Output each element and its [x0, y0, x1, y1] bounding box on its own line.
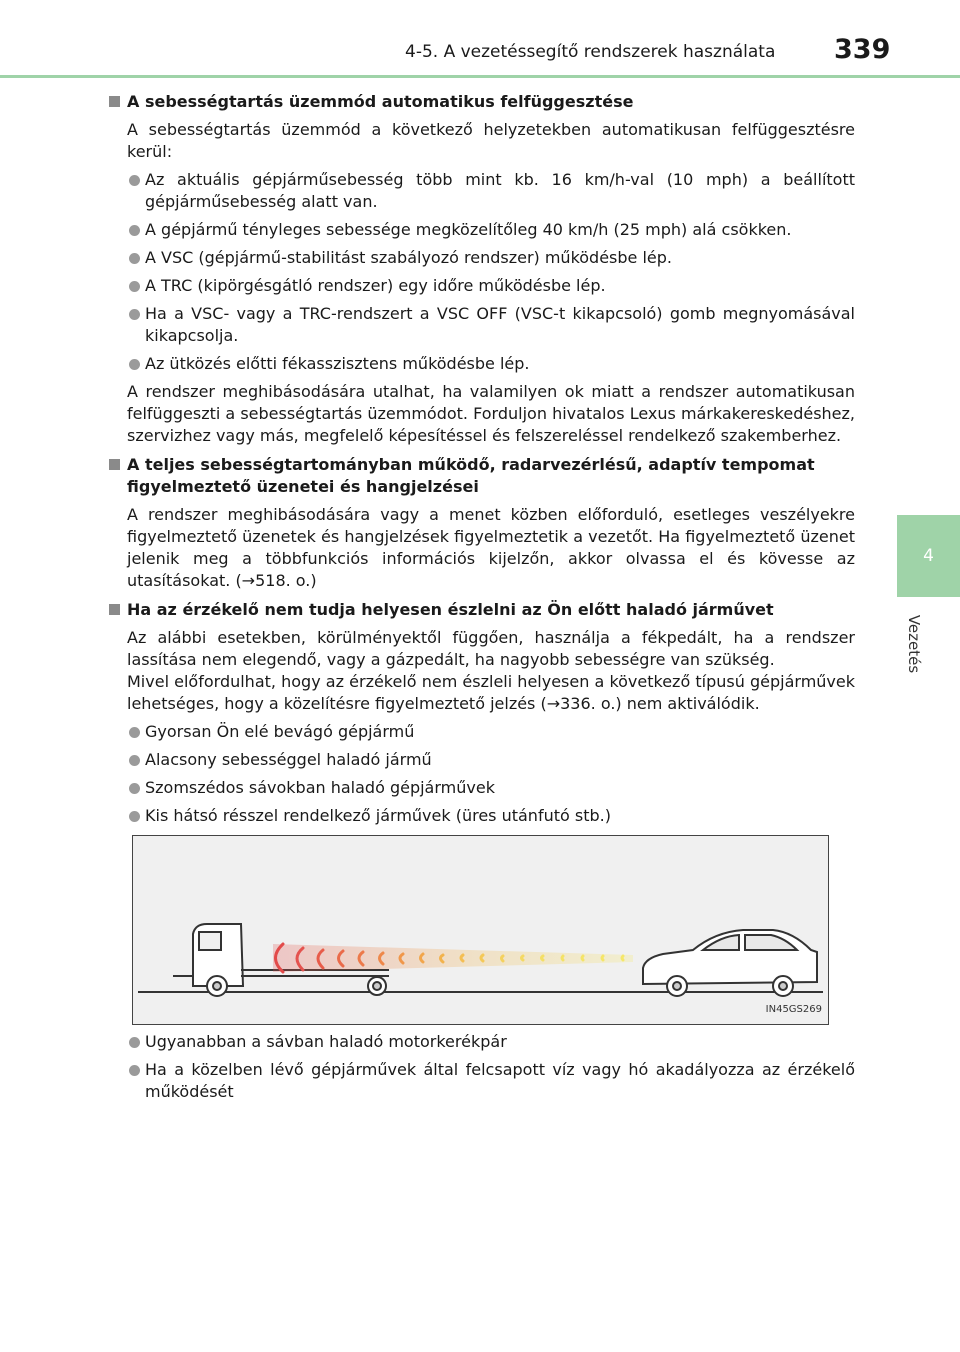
page-content: [107, 91, 855, 1103]
section-heading: A teljes sebességtartományban működő, radarvezérlésű, adaptív tempomat figyelmeztető üzenetei és hangjelzései: [107, 454, 855, 498]
paragraph: A sebességtartás üzemmód a következő helyzetekben automatikusan felfüggesztésre kerül:: [127, 120, 855, 161]
paragraph: Az alábbi esetekben, körülményektől függően, használja a fékpedált, ha a rendszer lassítása nem elegendő, vagy a gázpedált, ha nagyobb sebességre van szükség. Mivel előfordulhat, hogy az érzékelő nem észleli helyesen a következő típusú gépjárművek lehetséges, hogy a közelítésre figyelmeztető jelzés (→336. o.) nem aktiválódik.: [127, 628, 855, 713]
square-bullet-icon: [109, 459, 120, 470]
section-heading: Ha az érzékelő nem tudja helyesen észlelni az Ön előtt haladó járművet: [107, 599, 855, 621]
list-item: Kis hátsó résszel rendelkező járművek (üres utánfutó stb.): [127, 805, 855, 827]
list-item: A gépjármű tényleges sebessége megközelítőleg 40 km/h (25 mph) alá csökken.: [127, 219, 855, 241]
radar-illustration: [132, 835, 829, 1025]
section-heading: A sebességtartás üzemmód automatikus felfüggesztése: [107, 91, 855, 113]
figure-code: IN45GS269: [765, 1004, 822, 1015]
bullet-icon: [129, 281, 140, 292]
radar-illustration-svg: [133, 836, 828, 1024]
square-bullet-icon: [109, 96, 120, 107]
bullet-icon: [129, 225, 140, 236]
list-item: Az ütközés előtti fékasszisztens működésbe lép.: [127, 353, 855, 375]
page-number: 339: [834, 34, 891, 65]
bullet-icon: [129, 253, 140, 264]
bullet-icon: [129, 1065, 140, 1076]
square-bullet-icon: [109, 604, 120, 615]
list-item: Gyorsan Ön elé bevágó gépjármű: [127, 721, 855, 743]
bullet-icon: [129, 783, 140, 794]
list-item: Ha a VSC- vagy a TRC-rendszert a VSC OFF (VSC-t kikapcsoló) gomb megnyomásával kikapcsolja.: [127, 303, 855, 347]
bullet-icon: [129, 175, 140, 186]
header-rule: [0, 75, 960, 78]
bullet-icon: [129, 359, 140, 370]
paragraph: A rendszer meghibásodására utalhat, ha valamilyen ok miatt a rendszer automatikusan felfüggeszti a sebességtartás üzemmódot. Forduljon hivatalos Lexus márkakereskedéshez, szervizhez vagy más, megfelelő képesítéssel és felszereléssel rendelkező szakemberhez.: [127, 382, 855, 445]
list-item: A VSC (gépjármű-stabilitást szabályozó rendszer) működésbe lép.: [127, 247, 855, 269]
paragraph: A rendszer meghibásodására vagy a menet közben előforduló, esetleges veszélyekre figyelmeztető üzenetek és hangjelzések figyelmeztetik a vezetőt. Ha figyelmeztető üzenet jelenik meg a többfunkciós információs kijelzőn, akkor olvassa el és kövesse az utasításokat. (→518. o.): [127, 505, 855, 590]
bullet-icon: [129, 1037, 140, 1048]
list-item: Alacsony sebességgel haladó jármű: [127, 749, 855, 771]
list-item: A TRC (kipörgésgátló rendszer) egy időre működésbe lép.: [127, 275, 855, 297]
radar-beam-fill: [273, 944, 633, 972]
list-item: Ugyanabban a sávban haladó motorkerékpár: [127, 1031, 855, 1053]
bullet-icon: [129, 727, 140, 738]
bullet-icon: [129, 309, 140, 320]
chapter-label: Vezetés: [905, 614, 923, 674]
bullet-icon: [129, 811, 140, 822]
header-title: 4-5. A vezetéssegítő rendszerek használata: [405, 42, 776, 62]
list-item: Ha a közelben lévő gépjárművek által felcsapott víz vagy hó akadályozza az érzékelő működését: [127, 1059, 855, 1103]
list-item: Az aktuális gépjárműsebesség több mint kb. 16 km/h-val (10 mph) a beállított gépjárműsebesség alatt van.: [127, 169, 855, 213]
list-item: Szomszédos sávokban haladó gépjárművek: [127, 777, 855, 799]
chapter-tab: 4: [897, 515, 960, 597]
bullet-icon: [129, 755, 140, 766]
car-icon: [643, 930, 817, 996]
